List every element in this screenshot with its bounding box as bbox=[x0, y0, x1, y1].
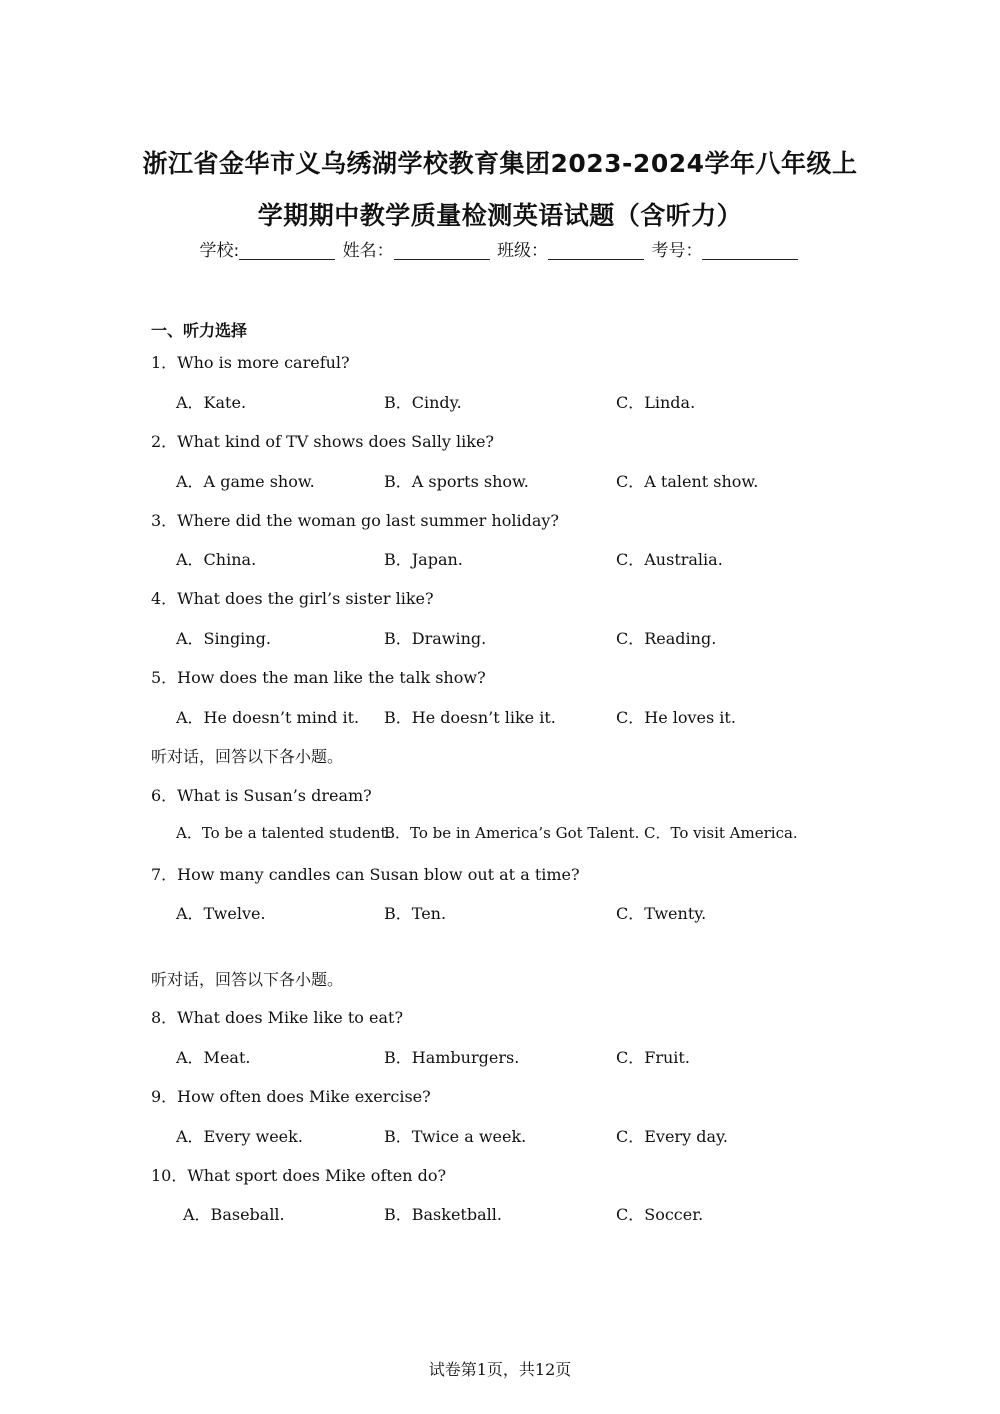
option-b: B．To be in America’s Got Talent. bbox=[384, 824, 640, 842]
name-label: 姓名： bbox=[342, 241, 394, 261]
option-a: A．A game show. bbox=[176, 472, 315, 491]
question-9: 9．How often does Mike exercise? bbox=[151, 1087, 431, 1106]
option-c: C．He loves it. bbox=[616, 708, 736, 727]
option-c: C．A talent show. bbox=[616, 472, 759, 491]
option-a: A．He doesn’t mind it. bbox=[176, 708, 360, 727]
option-b: B．Drawing. bbox=[384, 629, 487, 648]
option-b: B．Ten. bbox=[384, 904, 447, 923]
page-footer: 试卷第1页，共12页 bbox=[428, 1360, 572, 1379]
exam-title-line-1: 浙江省金华市义乌绣湖学校教育集团2023-2024学年八年级上 bbox=[142, 149, 858, 178]
number-label: 考号： bbox=[651, 241, 703, 261]
question-1: 1．Who is more careful? bbox=[151, 353, 350, 372]
question-7: 7．How many candles can Susan blow out at a time? bbox=[151, 865, 580, 884]
class-label: 班级： bbox=[497, 241, 549, 261]
option-c: C．Twenty. bbox=[616, 904, 707, 923]
question-6: 6．What is Susan’s dream? bbox=[151, 786, 372, 805]
option-c: C．To visit America. bbox=[644, 824, 798, 842]
option-b: B．He doesn’t like it. bbox=[384, 708, 556, 727]
option-b: B．Hamburgers. bbox=[384, 1048, 520, 1067]
option-a: A．To be a talented student. bbox=[176, 824, 392, 842]
option-a: A．China. bbox=[176, 550, 257, 569]
option-c: C．Australia. bbox=[616, 550, 723, 569]
option-a: A．Kate. bbox=[176, 393, 247, 412]
option-a: A．Singing. bbox=[176, 629, 271, 648]
option-b: B．Basketball. bbox=[384, 1205, 502, 1224]
option-a: A．Every week. bbox=[176, 1127, 303, 1146]
option-b: B．Cindy. bbox=[384, 393, 462, 412]
question-10: 10．What sport does Mike often do? bbox=[151, 1166, 447, 1185]
class-blank[interactable] bbox=[548, 241, 644, 260]
question-4: 4．What does the girl’s sister like? bbox=[151, 589, 434, 608]
exam-title-line-2: 学期期中教学质量检测英语试题（含听力） bbox=[257, 201, 743, 230]
listening-instruction: 听对话，回答以下各小题。 bbox=[151, 970, 344, 989]
number-blank[interactable] bbox=[702, 241, 798, 260]
listening-instruction: 听对话，回答以下各小题。 bbox=[151, 747, 344, 766]
question-8: 8．What does Mike like to eat? bbox=[151, 1008, 404, 1027]
student-info-row bbox=[0, 236, 1000, 261]
option-a: A．Twelve. bbox=[176, 904, 266, 923]
school-label: 学校: bbox=[199, 241, 240, 261]
section-title: 一、听力选择 bbox=[151, 321, 248, 340]
question-5: 5．How does the man like the talk show? bbox=[151, 668, 486, 687]
option-b: B．A sports show. bbox=[384, 472, 529, 491]
option-a: A．Baseball. bbox=[183, 1205, 285, 1224]
name-blank[interactable] bbox=[394, 241, 490, 260]
option-c: C．Linda. bbox=[616, 393, 696, 412]
option-b: B．Japan. bbox=[384, 550, 463, 569]
option-c: C．Soccer. bbox=[616, 1205, 704, 1224]
option-c: C．Fruit. bbox=[616, 1048, 690, 1067]
option-c: C．Every day. bbox=[616, 1127, 728, 1146]
school-blank[interactable] bbox=[239, 241, 335, 260]
option-b: B．Twice a week. bbox=[384, 1127, 527, 1146]
question-2: 2．What kind of TV shows does Sally like? bbox=[151, 432, 495, 451]
option-a: A．Meat. bbox=[176, 1048, 251, 1067]
question-3: 3．Where did the woman go last summer holiday? bbox=[151, 511, 559, 530]
option-c: C．Reading. bbox=[616, 629, 717, 648]
